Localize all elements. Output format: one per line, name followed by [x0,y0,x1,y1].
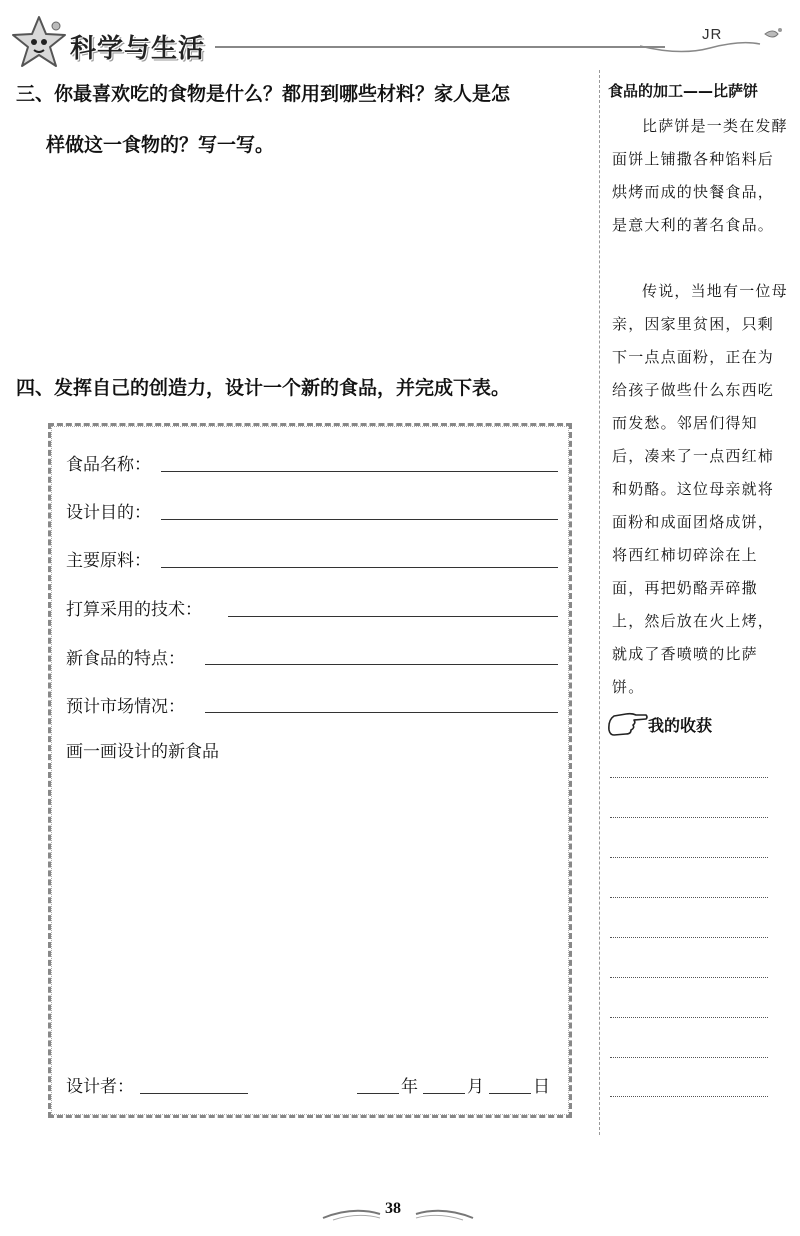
sidebar-paragraph-2: 传说，当地有一位母亲，因家里贫困，只剩下一点点面粉，正在为给孩子做些什么东西吃而发愁。邻居们得知后，凑来了一点西红柿和奶酪。这位母亲就将面粉和成面团烙成饼，将西红柿切碎涂在上面，再把奶酪弄碎撒上，然后放在火上烤，就成了香喷喷的比萨饼。 [612,282,788,696]
harvest-line[interactable] [610,817,768,818]
star-mascot-icon [10,14,68,72]
pointing-hand-icon [606,708,648,738]
designer-field[interactable] [140,1093,248,1094]
column-divider [599,70,600,1135]
sidebar-paragraph-1: 比萨饼是一类在发酵面饼上铺撒各种馅料后烘烤而成的快餐食品，是意大利的著名食品。 [612,117,788,234]
month-field[interactable] [423,1093,465,1094]
sidebar-title: 食品的加工——比萨饼 [608,82,759,100]
drawing-area[interactable] [66,770,556,1060]
question3-line1: 三、你最喜欢吃的食物是什么？都用到哪些材料？家人是怎 [16,83,511,105]
header-title: 科学与生活 [70,34,206,64]
question3-line2: 样做这一食物的？写一写。 [46,134,275,156]
header-code: JR [702,26,723,43]
header-rule [215,46,665,48]
form-label-market: 预计市场情况： [66,697,185,717]
form-label-ingredients: 主要原料： [66,551,151,571]
year-label: 年 [401,1077,418,1097]
harvest-line[interactable] [610,937,768,938]
purpose-field[interactable] [161,519,558,520]
form-label-food-name: 食品名称： [66,455,151,475]
year-field[interactable] [357,1093,399,1094]
harvest-label: 我的收获 [648,716,713,735]
month-label: 月 [467,1077,484,1097]
harvest-line[interactable] [610,1057,768,1058]
food-name-field[interactable] [161,471,558,472]
form-label-features: 新食品的特点： [66,649,185,669]
harvest-line[interactable] [610,777,768,778]
technique-field[interactable] [228,616,558,617]
day-label: 日 [533,1077,550,1097]
form-label-purpose: 设计目的： [66,503,151,523]
question4-text: 四、发挥自己的创造力，设计一个新的食品，并完成下表。 [16,377,511,399]
features-field[interactable] [205,664,558,665]
day-field[interactable] [489,1093,531,1094]
ingredients-field[interactable] [161,567,558,568]
designer-label: 设计者： [66,1077,134,1097]
harvest-line[interactable] [610,1017,768,1018]
harvest-line[interactable] [610,977,768,978]
market-field[interactable] [205,712,558,713]
draw-area-label: 画一画设计的新食品 [66,742,219,762]
harvest-line[interactable] [610,857,768,858]
harvest-line[interactable] [610,1096,768,1097]
harvest-line[interactable] [610,897,768,898]
page-header [0,0,800,70]
form-label-technique: 打算采用的技术： [66,600,202,620]
page-number: 38 [385,1200,401,1217]
